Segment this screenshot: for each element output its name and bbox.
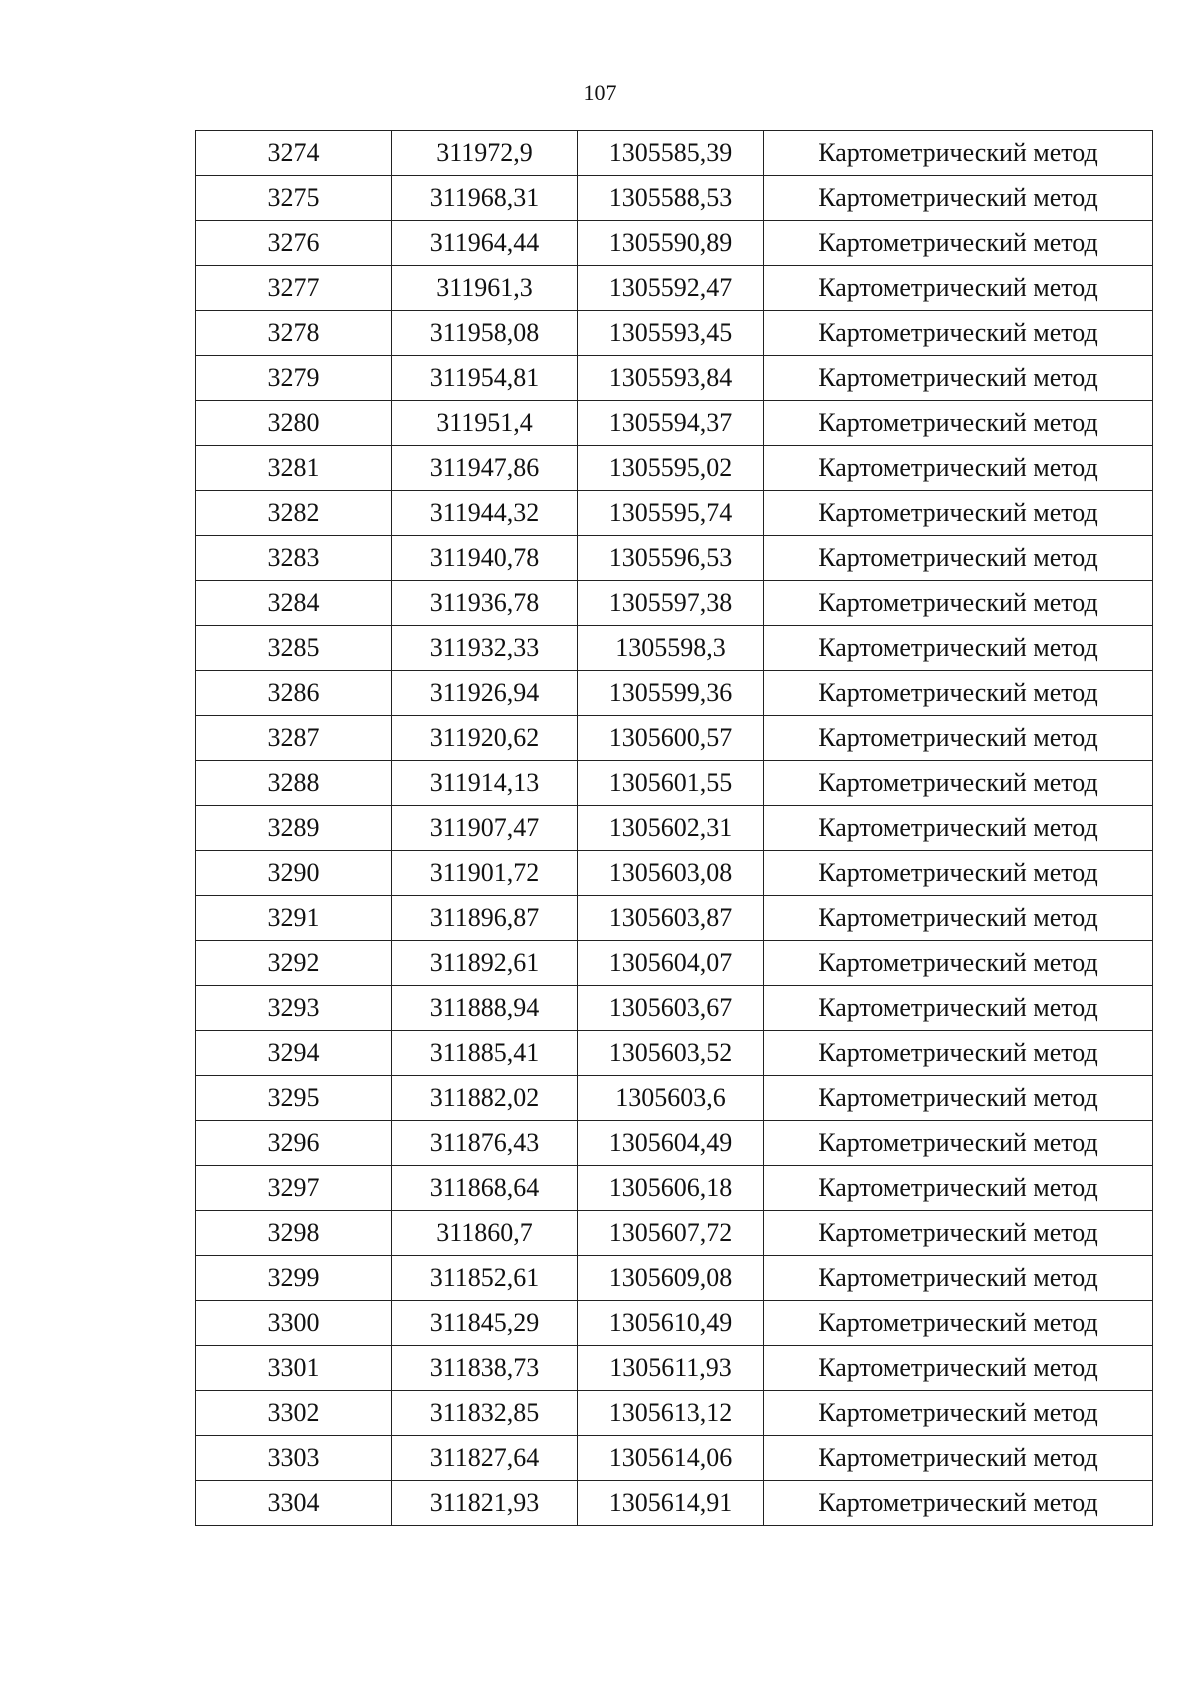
method-cell: Картометрический метод [764, 941, 1153, 986]
point-number-cell: 3285 [196, 626, 392, 671]
y-coordinate-cell: 1305600,57 [578, 716, 764, 761]
table-row [196, 221, 1153, 266]
point-number-cell: 3280 [196, 401, 392, 446]
method-cell: Картометрический метод [764, 1031, 1153, 1076]
x-coordinate-cell: 311892,61 [392, 941, 578, 986]
x-coordinate-cell: 311888,94 [392, 986, 578, 1031]
x-coordinate-cell: 311936,78 [392, 581, 578, 626]
method-cell: Картометрический метод [764, 671, 1153, 716]
y-coordinate-cell: 1305603,67 [578, 986, 764, 1031]
y-coordinate-cell: 1305601,55 [578, 761, 764, 806]
point-number-cell: 3295 [196, 1076, 392, 1121]
table-row [196, 761, 1153, 806]
point-number-cell: 3293 [196, 986, 392, 1031]
y-coordinate-cell: 1305610,49 [578, 1301, 764, 1346]
y-coordinate-cell: 1305598,3 [578, 626, 764, 671]
x-coordinate-cell: 311961,3 [392, 266, 578, 311]
point-number-cell: 3300 [196, 1301, 392, 1346]
y-coordinate-cell: 1305614,91 [578, 1481, 764, 1526]
x-coordinate-cell: 311901,72 [392, 851, 578, 896]
method-cell: Картометрический метод [764, 221, 1153, 266]
point-number-cell: 3282 [196, 491, 392, 536]
table-row [196, 941, 1153, 986]
x-coordinate-cell: 311958,08 [392, 311, 578, 356]
y-coordinate-cell: 1305585,39 [578, 131, 764, 176]
method-cell: Картометрический метод [764, 1301, 1153, 1346]
point-number-cell: 3288 [196, 761, 392, 806]
x-coordinate-cell: 311885,41 [392, 1031, 578, 1076]
table-row [196, 1256, 1153, 1301]
x-coordinate-cell: 311838,73 [392, 1346, 578, 1391]
y-coordinate-cell: 1305604,49 [578, 1121, 764, 1166]
point-number-cell: 3302 [196, 1391, 392, 1436]
table-row [196, 896, 1153, 941]
x-coordinate-cell: 311907,47 [392, 806, 578, 851]
method-cell: Картометрический метод [764, 806, 1153, 851]
x-coordinate-cell: 311821,93 [392, 1481, 578, 1526]
point-number-cell: 3297 [196, 1166, 392, 1211]
point-number-cell: 3299 [196, 1256, 392, 1301]
table-row [196, 536, 1153, 581]
x-coordinate-cell: 311876,43 [392, 1121, 578, 1166]
method-cell: Картометрический метод [764, 536, 1153, 581]
method-cell: Картометрический метод [764, 761, 1153, 806]
y-coordinate-cell: 1305594,37 [578, 401, 764, 446]
table-row [196, 1076, 1153, 1121]
method-cell: Картометрический метод [764, 626, 1153, 671]
x-coordinate-cell: 311954,81 [392, 356, 578, 401]
x-coordinate-cell: 311951,4 [392, 401, 578, 446]
point-number-cell: 3296 [196, 1121, 392, 1166]
point-number-cell: 3287 [196, 716, 392, 761]
point-number-cell: 3274 [196, 131, 392, 176]
x-coordinate-cell: 311845,29 [392, 1301, 578, 1346]
table-row [196, 581, 1153, 626]
point-number-cell: 3291 [196, 896, 392, 941]
x-coordinate-cell: 311968,31 [392, 176, 578, 221]
point-number-cell: 3275 [196, 176, 392, 221]
table-row [196, 1481, 1153, 1526]
point-number-cell: 3303 [196, 1436, 392, 1481]
x-coordinate-cell: 311932,33 [392, 626, 578, 671]
table-row [196, 401, 1153, 446]
method-cell: Картометрический метод [764, 1481, 1153, 1526]
x-coordinate-cell: 311860,7 [392, 1211, 578, 1256]
point-number-cell: 3277 [196, 266, 392, 311]
method-cell: Картометрический метод [764, 1211, 1153, 1256]
x-coordinate-cell: 311868,64 [392, 1166, 578, 1211]
table-row [196, 1391, 1153, 1436]
y-coordinate-cell: 1305588,53 [578, 176, 764, 221]
method-cell: Картометрический метод [764, 1256, 1153, 1301]
x-coordinate-cell: 311940,78 [392, 536, 578, 581]
table-row [196, 311, 1153, 356]
y-coordinate-cell: 1305593,84 [578, 356, 764, 401]
point-number-cell: 3286 [196, 671, 392, 716]
x-coordinate-cell: 311947,86 [392, 446, 578, 491]
page-number: 107 [583, 80, 617, 105]
y-coordinate-cell: 1305613,12 [578, 1391, 764, 1436]
y-coordinate-cell: 1305607,72 [578, 1211, 764, 1256]
table-row [196, 446, 1153, 491]
y-coordinate-cell: 1305596,53 [578, 536, 764, 581]
y-coordinate-cell: 1305595,74 [578, 491, 764, 536]
method-cell: Картометрический метод [764, 851, 1153, 896]
x-coordinate-cell: 311882,02 [392, 1076, 578, 1121]
y-coordinate-cell: 1305603,6 [578, 1076, 764, 1121]
y-coordinate-cell: 1305614,06 [578, 1436, 764, 1481]
point-number-cell: 3276 [196, 221, 392, 266]
coordinates-table [195, 130, 1153, 1526]
y-coordinate-cell: 1305593,45 [578, 311, 764, 356]
table-row [196, 671, 1153, 716]
y-coordinate-cell: 1305603,87 [578, 896, 764, 941]
method-cell: Картометрический метод [764, 356, 1153, 401]
x-coordinate-cell: 311914,13 [392, 761, 578, 806]
y-coordinate-cell: 1305604,07 [578, 941, 764, 986]
y-coordinate-cell: 1305602,31 [578, 806, 764, 851]
method-cell: Картометрический метод [764, 491, 1153, 536]
x-coordinate-cell: 311832,85 [392, 1391, 578, 1436]
x-coordinate-cell: 311852,61 [392, 1256, 578, 1301]
point-number-cell: 3292 [196, 941, 392, 986]
method-cell: Картометрический метод [764, 1166, 1153, 1211]
method-cell: Картометрический метод [764, 1121, 1153, 1166]
method-cell: Картометрический метод [764, 1391, 1153, 1436]
table-row [196, 1301, 1153, 1346]
table-row [196, 1211, 1153, 1256]
x-coordinate-cell: 311896,87 [392, 896, 578, 941]
method-cell: Картометрический метод [764, 896, 1153, 941]
table-row [196, 851, 1153, 896]
table-row [196, 356, 1153, 401]
method-cell: Картометрический метод [764, 1076, 1153, 1121]
point-number-cell: 3304 [196, 1481, 392, 1526]
y-coordinate-cell: 1305595,02 [578, 446, 764, 491]
y-coordinate-cell: 1305599,36 [578, 671, 764, 716]
method-cell: Картометрический метод [764, 401, 1153, 446]
y-coordinate-cell: 1305609,08 [578, 1256, 764, 1301]
y-coordinate-cell: 1305606,18 [578, 1166, 764, 1211]
y-coordinate-cell: 1305590,89 [578, 221, 764, 266]
method-cell: Картометрический метод [764, 1346, 1153, 1391]
method-cell: Картометрический метод [764, 176, 1153, 221]
x-coordinate-cell: 311926,94 [392, 671, 578, 716]
y-coordinate-cell: 1305592,47 [578, 266, 764, 311]
point-number-cell: 3281 [196, 446, 392, 491]
x-coordinate-cell: 311944,32 [392, 491, 578, 536]
x-coordinate-cell: 311972,9 [392, 131, 578, 176]
point-number-cell: 3278 [196, 311, 392, 356]
table-row [196, 716, 1153, 761]
table-row [196, 626, 1153, 671]
y-coordinate-cell: 1305603,08 [578, 851, 764, 896]
table-row [196, 1346, 1153, 1391]
y-coordinate-cell: 1305603,52 [578, 1031, 764, 1076]
point-number-cell: 3283 [196, 536, 392, 581]
point-number-cell: 3279 [196, 356, 392, 401]
y-coordinate-cell: 1305611,93 [578, 1346, 764, 1391]
table-row [196, 131, 1153, 176]
table-body [196, 131, 1153, 1526]
table-row [196, 1166, 1153, 1211]
method-cell: Картометрический метод [764, 1436, 1153, 1481]
method-cell: Картометрический метод [764, 131, 1153, 176]
method-cell: Картометрический метод [764, 716, 1153, 761]
point-number-cell: 3298 [196, 1211, 392, 1256]
table-row [196, 986, 1153, 1031]
point-number-cell: 3289 [196, 806, 392, 851]
x-coordinate-cell: 311964,44 [392, 221, 578, 266]
table-row [196, 491, 1153, 536]
method-cell: Картометрический метод [764, 446, 1153, 491]
table-row [196, 806, 1153, 851]
point-number-cell: 3284 [196, 581, 392, 626]
table-row [196, 266, 1153, 311]
table-row [196, 1031, 1153, 1076]
method-cell: Картометрический метод [764, 266, 1153, 311]
point-number-cell: 3301 [196, 1346, 392, 1391]
method-cell: Картометрический метод [764, 986, 1153, 1031]
table-row [196, 1436, 1153, 1481]
method-cell: Картометрический метод [764, 311, 1153, 356]
x-coordinate-cell: 311920,62 [392, 716, 578, 761]
x-coordinate-cell: 311827,64 [392, 1436, 578, 1481]
table-row [196, 176, 1153, 221]
point-number-cell: 3290 [196, 851, 392, 896]
point-number-cell: 3294 [196, 1031, 392, 1076]
y-coordinate-cell: 1305597,38 [578, 581, 764, 626]
method-cell: Картометрический метод [764, 581, 1153, 626]
table-row [196, 1121, 1153, 1166]
